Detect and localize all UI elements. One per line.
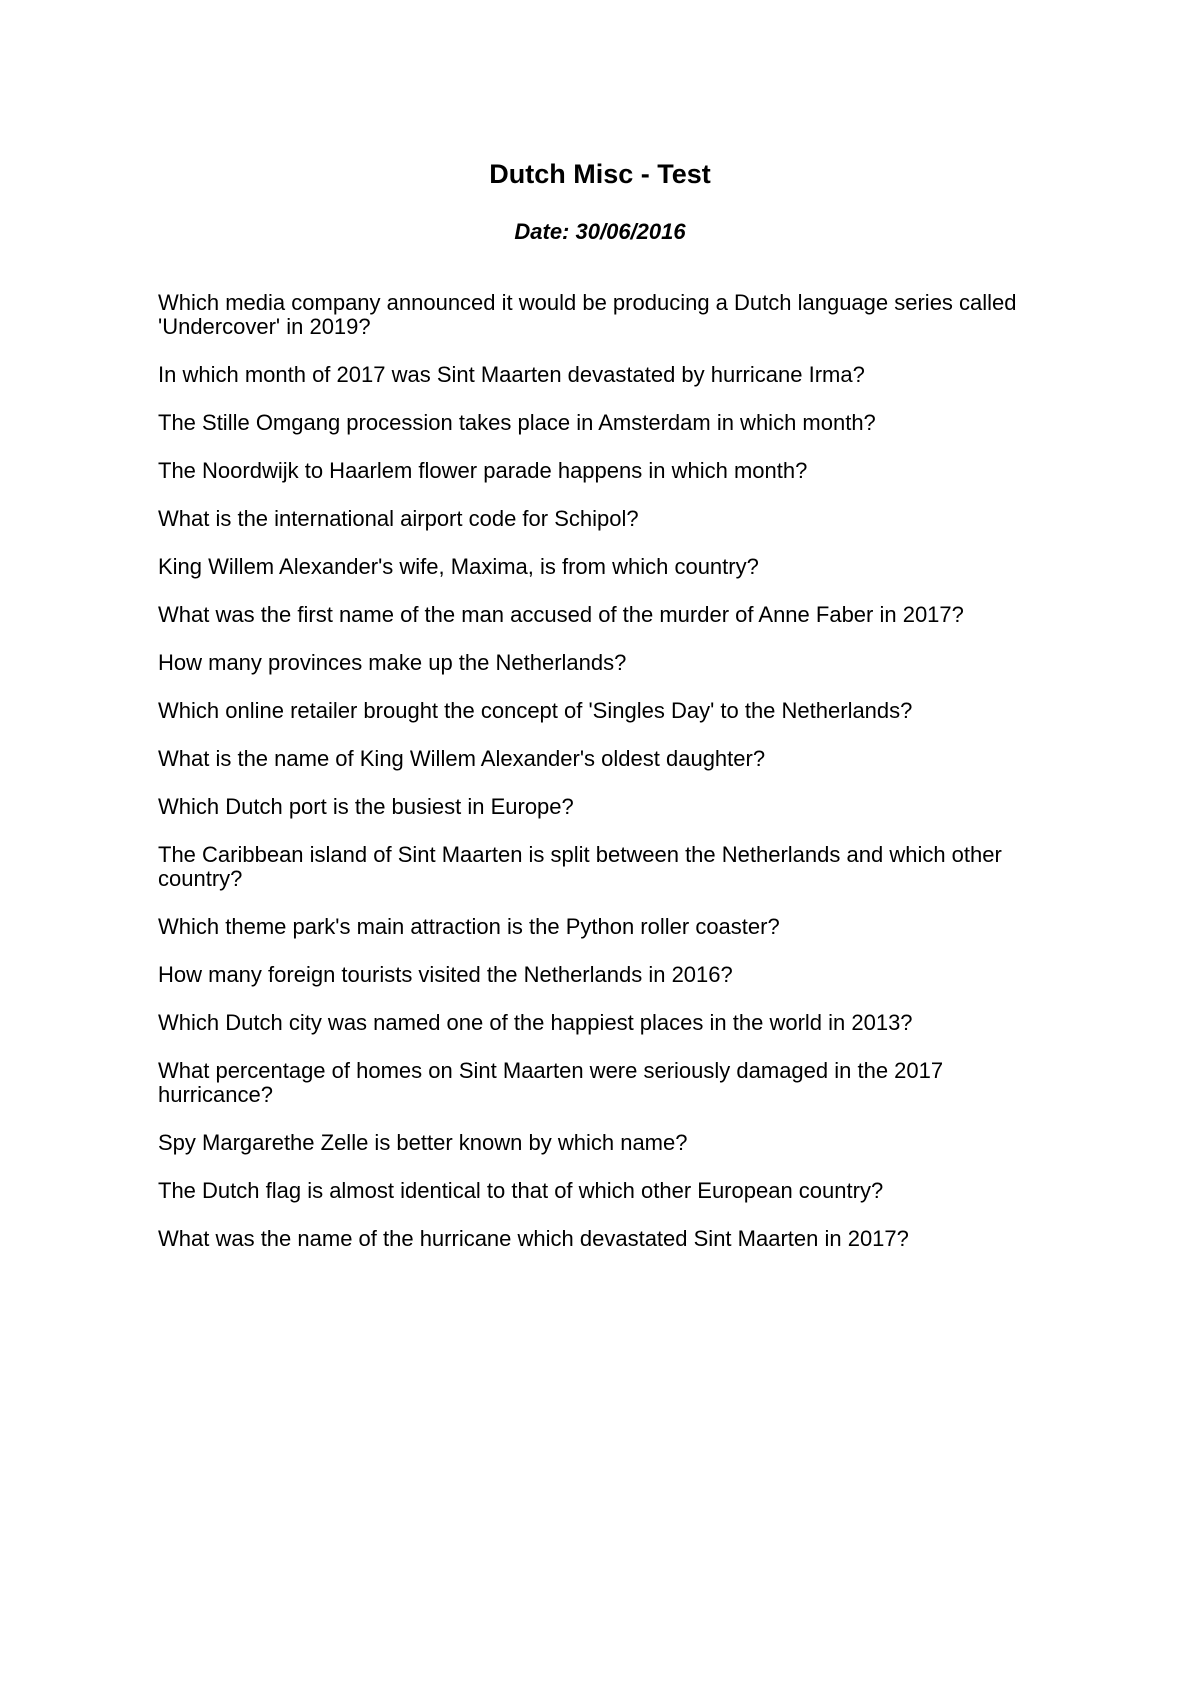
question-list xyxy=(158,291,1058,1275)
question-item: The Dutch flag is almost identical to that of which other European country? xyxy=(158,1178,884,1203)
question-item: What was the first name of the man accused of the murder of Anne Faber in 2017? xyxy=(158,602,964,627)
question-item: Which online retailer brought the concept of 'Singles Day' to the Netherlands? xyxy=(158,698,913,723)
question-item: Which theme park's main attraction is the Python roller coaster? xyxy=(158,914,780,939)
question-item: Which Dutch city was named one of the happiest places in the world in 2013? xyxy=(158,1010,913,1035)
question-item: King Willem Alexander's wife, Maxima, is from which country? xyxy=(158,554,759,579)
question-item: How many foreign tourists visited the Netherlands in 2016? xyxy=(158,962,733,987)
question-item: Spy Margarethe Zelle is better known by which name? xyxy=(158,1130,688,1155)
question-item: What is the name of King Willem Alexander's oldest daughter? xyxy=(158,746,766,771)
question-item: What percentage of homes on Sint Maarten were seriously damaged in the 2017 hurricance? xyxy=(158,1058,944,1107)
question-item: Which Dutch port is the busiest in Europe? xyxy=(158,794,574,819)
question-item: Which media company announced it would be producing a Dutch language series called 'Undercover' in 2019? xyxy=(158,290,1017,339)
question-item: The Stille Omgang procession takes place in Amsterdam in which month? xyxy=(158,410,876,435)
question-item: The Caribbean island of Sint Maarten is split between the Netherlands and which other country? xyxy=(158,842,1002,891)
question-item: The Noordwijk to Haarlem flower parade happens in which month? xyxy=(158,458,808,483)
document-date: Date: 30/06/2016 xyxy=(514,219,686,244)
question-item: In which month of 2017 was Sint Maarten devastated by hurricane Irma? xyxy=(158,362,865,387)
question-item: How many provinces make up the Netherlands? xyxy=(158,650,627,675)
question-item: What was the name of the hurricane which devastated Sint Maarten in 2017? xyxy=(158,1226,909,1251)
document-title: Dutch Misc - Test xyxy=(489,159,711,189)
question-item: What is the international airport code for Schipol? xyxy=(158,506,639,531)
